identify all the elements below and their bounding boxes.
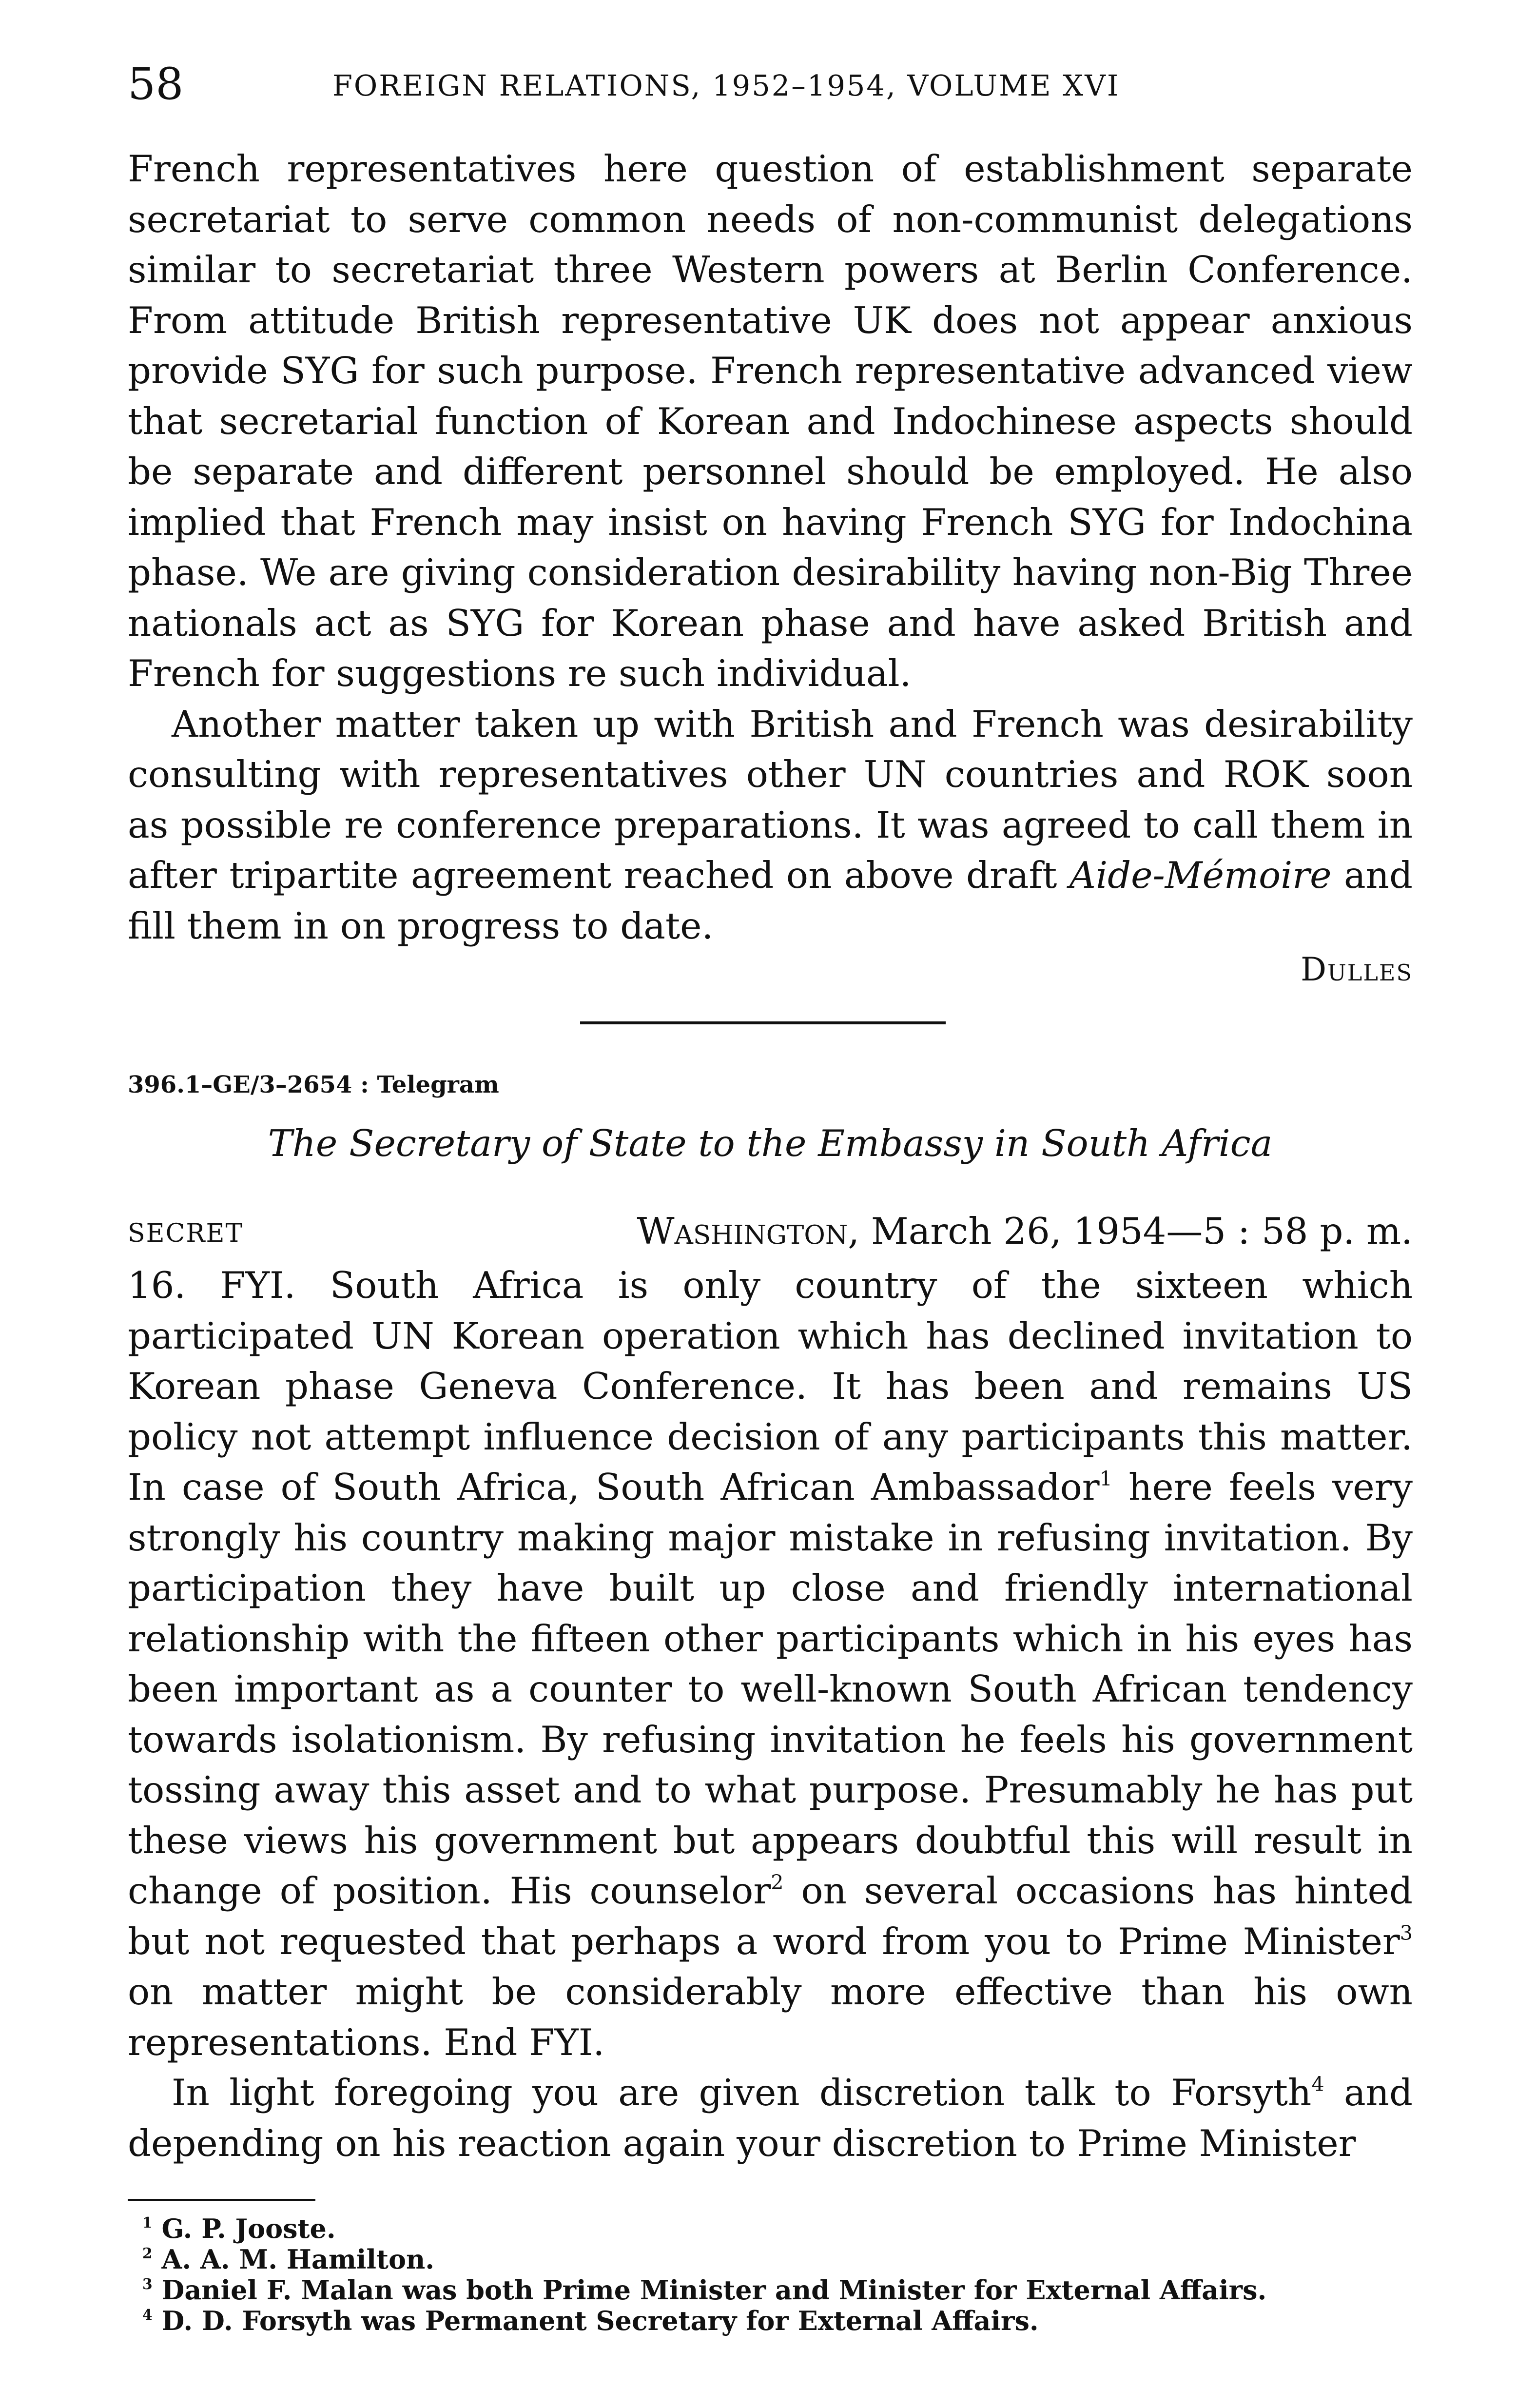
text-run: and fill them in on progress to date. (128, 854, 1413, 947)
telegram-paragraph (128, 2068, 1413, 2169)
text-run: on matter might be considerably more effective than his own representations. End FYI. (128, 1970, 1413, 2064)
footnote (128, 2244, 1413, 2275)
footnote (128, 2306, 1413, 2336)
footnote-divider (128, 2199, 315, 2201)
footnote-ref: 2 (771, 1871, 784, 1895)
dateline-city: Washington, (637, 1210, 860, 1253)
page-number: 58 (128, 59, 184, 110)
footnote (128, 2213, 1413, 2244)
text-run: In light foregoing you are given discretion talk to Forsyth (172, 2071, 1312, 2114)
footnote-ref: 4 (1311, 2073, 1324, 2096)
continuation-text (128, 144, 1413, 951)
page-header (128, 58, 1413, 121)
document-title: The Secretary of State to the Embassy in South Africa (268, 1122, 1273, 1165)
text-run: Another matter taken up with British and French was desirability consulting with representatives other UN countries and ROK soon as possible re conference preparations. It was agreed to call them in after tripartite agreement reached on above draft (128, 702, 1413, 897)
footnote-text: A. A. M. Hamilton. (161, 2244, 435, 2275)
dateline-time: March 26, 1954—5 : 58 p. m. (859, 1210, 1413, 1253)
continuation-paragraph: French representatives here question of establishment separate secretariat to serve common needs of non-communist delegations similar to secretariat three Western powers at Berlin Conference. From attitude British representative UK does not appear anxious provide SYG for such purpose. French representative advanced view that secretarial function of Korean and Indochinese aspects should be separate and different personnel should be employed. He also implied that French may insist on having French SYG for Indochina phase. We are giving consideration desirability having non-Big Three nationals act as SYG for Korean phase and have asked British and French for suggestions re such individual. (128, 147, 1413, 695)
text-run: on several occasions has hinted but not requested that perhaps a word from you to Prime Minister (128, 1869, 1413, 1963)
text-run: 16. FYI. South Africa is only country of the sixteen which participated UN Korean operation which has declined invitation to Korean phase Geneva Conference. It has been and remains US policy not attempt influence decision of any participants this matter. In case of South Africa, South African Ambassador (128, 1264, 1413, 1508)
telegram-paragraph (128, 1260, 1413, 2068)
footnote-marker: 1 (142, 2214, 153, 2232)
footnote (128, 2275, 1413, 2306)
footnote-marker: 3 (142, 2276, 153, 2293)
dateline (637, 1209, 1413, 1253)
section-divider (580, 1021, 946, 1024)
continuation-paragraph (128, 699, 1413, 952)
telegram-body (128, 1260, 1413, 2169)
file-reference: 396.1–GE/3–2654 : Telegram (128, 1071, 499, 1098)
footnote-text: Daniel F. Malan was both Prime Minister and Minister for External Affairs. (161, 2274, 1267, 2306)
signature: Dulles (1301, 951, 1413, 988)
text-run: here feels very strongly his country making major mistake in refusing invitation. By participation they have built up close and friendly international relationship with the fifteen other participants which in his eyes has been important as a counter to well-known South African tendency towards isolationism. By refusing invitation he feels his government tossing away this asset and to what purpose. Presumably he has put these views his government but appears doubtful this will result in change of position. His counselor (128, 1466, 1413, 1912)
classification: SECRET (128, 1219, 244, 1248)
footnotes (128, 2213, 1413, 2336)
text-run: and depending on his reaction again your discretion to Prime Minister (128, 2071, 1413, 2165)
footnote-text: D. D. Forsyth was Permanent Secretary for External Affairs. (161, 2305, 1039, 2336)
dateline-row (128, 1209, 1413, 1258)
italic-term: Aide-Mémoire (1069, 854, 1332, 897)
footnote-marker: 4 (142, 2307, 153, 2324)
footnote-marker: 2 (142, 2245, 153, 2263)
footnote-ref: 1 (1099, 1467, 1112, 1491)
footnote-ref: 3 (1400, 1921, 1413, 1945)
running-head: FOREIGN RELATIONS, 1952–1954, VOLUME XVI (332, 69, 1120, 102)
footnote-text: G. P. Jooste. (161, 2213, 336, 2244)
signature-row (128, 951, 1413, 995)
